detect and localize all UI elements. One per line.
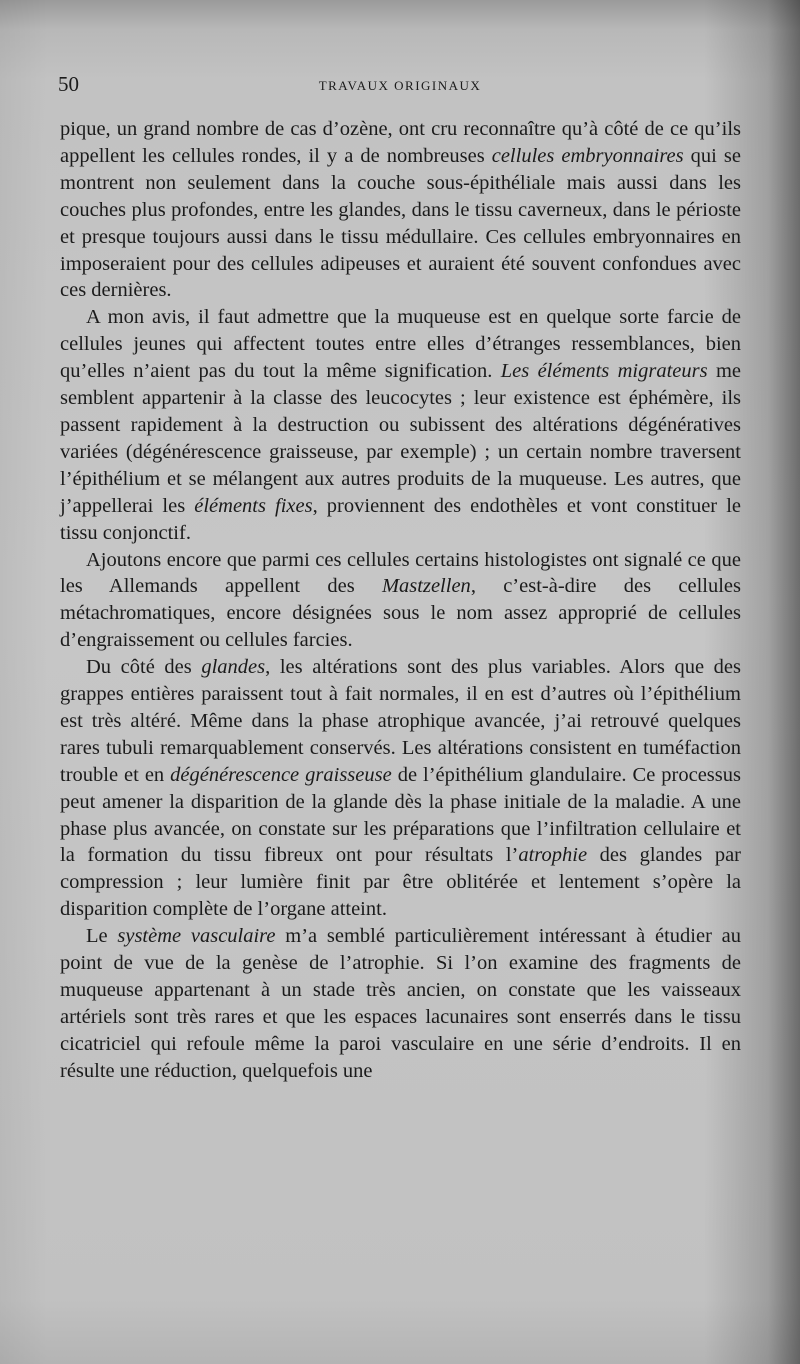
italic-term: cellules embryonnaires <box>491 144 684 167</box>
paragraph <box>60 923 741 1084</box>
text-run: de l’épithélium glandulaire. Ce processus peut amener la disparition de la glande dès la phase initiale de la maladie. A une phase plus avancée, on constate sur les préparations que l’infiltration cellulaire et la formation du tissu fibreux ont pour résultats l’ <box>60 763 741 867</box>
text-run: A mon avis, il faut admettre que la muqueuse est en quelque sorte farcie de cellules jeunes qui affectent toutes entre elles d’étranges ressemblances, bien qu’elles n’aient pas du tout la même signification. <box>60 306 741 383</box>
italic-term: atrophie <box>518 844 588 867</box>
page-number: 50 <box>58 72 79 96</box>
italic-term: système vasculaire <box>117 925 276 948</box>
body-text <box>60 116 741 1085</box>
page-header <box>58 72 742 102</box>
text-run: Le <box>86 925 118 948</box>
text-run: Ajoutons encore que parmi ces cellules certains histologistes ont signalé ce que les Allemands appellent des <box>60 548 741 598</box>
paragraph <box>60 116 741 304</box>
text-run: m’a semblé particulièrement intéressant à étudier au point de vue de la genèse de l’atrophie. Si l’on examine des fragments de muqueuse appartenant à un stade très ancien, on constate que les vaisseaux artériels sont très rares et que les espaces lacunaires sont enserrés dans le tissu cicatriciel qui refoule même la paroi vasculaire en une série d’endroits. Il en résulte une réduction, quelquefois une <box>60 925 742 1082</box>
italic-term: Mastzellen <box>381 575 471 598</box>
italic-term: dégénérescence graisseuse <box>170 763 392 786</box>
text-run: , proviennent des endothèles et vont constituer le tissu conjonctif. <box>60 494 741 544</box>
paragraph <box>60 654 741 923</box>
text-run: , c’est-à-dire des cellules métachromatiques, encore désignées sous le nom assez approprié de cellules d’engraissement ou cellules farcies. <box>60 575 741 652</box>
running-title: TRAVAUX ORIGINAUX <box>318 78 482 93</box>
text-run: Du côté des <box>86 656 202 679</box>
italic-term: glandes <box>201 656 266 679</box>
paragraph <box>60 304 741 546</box>
text-run: , les altérations sont des plus variables. Alors que des grappes entières paraissent tout à fait normales, il en est d’autres où l’épithélium est très altéré. Même dans la phase atrophique avancée, j’ai retrouvé quelques rares tubuli remarquablement conservés. Les altérations consistent en tuméfaction trouble et en <box>60 656 741 786</box>
italic-term: éléments fixes <box>194 494 313 517</box>
text-run: des glandes par compression ; leur lumière finit par être oblitérée et lentement s’opère la disparition complète de l’organe atteint. <box>60 844 742 921</box>
text-run: qui se montrent non seulement dans la couche sous-épithéliale mais aussi dans les couches plus profondes, entre les glandes, dans le tissu caverneux, dans le périoste et presque toujours aussi dans le tissu médullaire. Ces cellules embryonnaires en imposeraient pour des cellules adipeuses et auraient été souvent confondues avec ces dernières. <box>60 144 741 302</box>
paragraph <box>60 547 741 655</box>
italic-term: Les éléments migrateurs <box>500 360 708 383</box>
text-run: pique, un grand nombre de cas d’ozène, ont cru reconnaître qu’à côté de ce qu’ils appellent les cellules rondes, il y a de nombreuses <box>60 118 741 167</box>
text-run: me semblent appartenir à la classe des leucocytes ; leur existence est éphémère, ils passent rapidement à la destruction ou subissent des altérations dégénératives variées (dégénérescence graisseuse, par exemple) ; un certain nombre traversent l’épithélium et se mélangent aux autres produits de la muqueuse. Les autres, que j’appellerai les <box>60 360 741 517</box>
